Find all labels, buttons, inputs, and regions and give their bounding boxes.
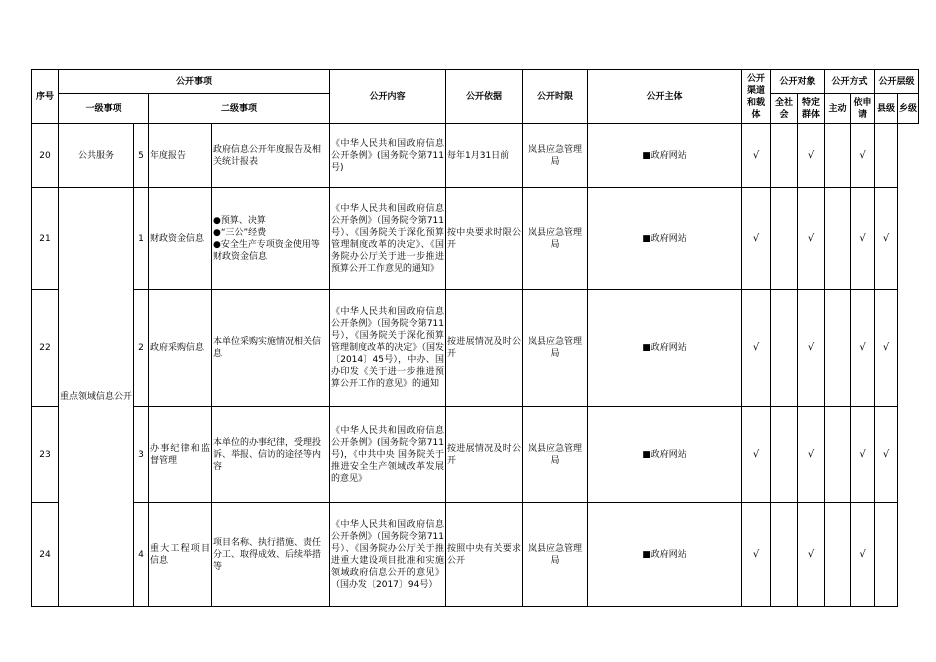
row-target-all: √ (742, 407, 771, 503)
row-num: 3 (134, 407, 149, 503)
row-content: ●预算、决算 ●“三公”经费 ●安全生产专项资金使用等财政资金信息 (212, 188, 330, 290)
row-level-town (875, 503, 898, 607)
row-subject: 岚县应急管理局 (523, 188, 588, 290)
header-target-all: 全社会 (771, 94, 798, 124)
row-target-specific (771, 290, 798, 407)
row-subject: 岚县应急管理局 (523, 124, 588, 188)
row-subject: 岚县应急管理局 (523, 407, 588, 503)
row-target-specific (771, 407, 798, 503)
header-method-request: 依申请 (851, 94, 875, 124)
row-level2: 政府采购信息 (149, 290, 212, 407)
row-content: 政府信息公开年度报告及相关统计报表 (212, 124, 330, 188)
row-target-all: √ (742, 503, 771, 607)
row-channel: ■政府网站 (588, 188, 742, 290)
row-seq: 23 (32, 407, 59, 503)
header-method-active: 主动 (825, 94, 851, 124)
row-method-request (825, 290, 851, 407)
row-channel: ■政府网站 (588, 290, 742, 407)
header-level-county: 县级 (875, 94, 898, 124)
header-level-town: 乡级 (898, 94, 919, 124)
row-seq: 22 (32, 290, 59, 407)
row-target-specific (771, 124, 798, 188)
row-channel: ■政府网站 (588, 407, 742, 503)
table-row (32, 503, 919, 607)
header-target-specific: 特定群体 (798, 94, 825, 124)
row-basis: 《中华人民共和国政府信息公开条例》（国务院令第711号），《国务院关于深化预算管理制度改革的决定》（国发〔2014〕45号），中办、国办印发《关于进一步推进预算公开工作的意见》的通知 (330, 290, 446, 407)
header-content: 公开内容 (330, 70, 446, 124)
row-level-county: √ (851, 290, 875, 407)
row-basis: 《中华人民共和国政府信息公开条例》(国务院令第711号) (330, 124, 446, 188)
row-method-request (825, 503, 851, 607)
row-basis: 《中华人民共和国政府信息公开条例》（国务院令第711号）、《国务院关于深化预算管理制度改革的决定》、《国务院办公厅关于进一步推进预算公开工作意见的通知》 (330, 188, 446, 290)
table-row (32, 290, 919, 407)
row-time-limit: 按进展情况及时公开 (446, 290, 523, 407)
disclosure-table (31, 69, 919, 607)
row-method-request (825, 124, 851, 188)
row-num: 5 (134, 124, 149, 188)
row-level1: 重点领域信息公开 (59, 188, 134, 607)
row-level-town: √ (875, 290, 898, 407)
header-subject: 公开主体 (588, 70, 742, 124)
header-level1: 一级事项 (59, 94, 149, 124)
header-level: 公开层级 (875, 70, 919, 94)
header-target: 公开对象 (771, 70, 825, 94)
row-target-all: √ (742, 124, 771, 188)
row-level2: 重大工程项目信息 (149, 503, 212, 607)
row-subject: 岚县应急管理局 (523, 503, 588, 607)
row-level2: 年度报告 (149, 124, 212, 188)
row-level-town: √ (875, 407, 898, 503)
header-seq: 序号 (32, 70, 59, 124)
row-level-county: √ (851, 407, 875, 503)
row-time-limit: 按进展情况及时公开 (446, 407, 523, 503)
row-method-active: √ (798, 407, 825, 503)
row-time-limit: 按照中央有关要求公开 (446, 503, 523, 607)
row-method-active: √ (798, 290, 825, 407)
row-level1: 公共服务 (59, 124, 134, 188)
table-row (32, 124, 919, 188)
row-content: 本单位采购实施情况相关信息 (212, 290, 330, 407)
row-seq: 24 (32, 503, 59, 607)
row-method-request (825, 407, 851, 503)
row-num: 1 (134, 188, 149, 290)
row-basis: 《中华人民共和国政府信息公开条例》（国务院令第711号）、《国务院办公厅关于推进重大建设项目批准和实施领域政府信息公开的意见》（国办发〔2017〕94号） (330, 503, 446, 607)
row-method-request (825, 188, 851, 290)
row-channel: ■政府网站 (588, 124, 742, 188)
header-channel: 公开渠道和载体 (742, 70, 771, 124)
table-row (32, 407, 919, 503)
table-row (32, 188, 919, 290)
row-level-town (875, 124, 898, 188)
row-target-specific (771, 188, 798, 290)
row-method-active: √ (798, 188, 825, 290)
row-seq: 21 (32, 188, 59, 290)
header-level2: 二级事项 (149, 94, 330, 124)
header-time-limit: 公开时限 (523, 70, 588, 124)
row-level2: 财政资金信息 (149, 188, 212, 290)
table-body (32, 124, 919, 607)
row-num: 4 (134, 503, 149, 607)
row-method-active: √ (798, 503, 825, 607)
row-basis: 《中华人民共和国政府信息公开条例》(国务院令第711号)，《中共中央 国务院关于推进安全生产领域改革发展的意见》 (330, 407, 446, 503)
header-basis: 公开依据 (446, 70, 523, 124)
row-subject: 岚县应急管理局 (523, 290, 588, 407)
row-target-specific (771, 503, 798, 607)
row-target-all: √ (742, 188, 771, 290)
row-time-limit: 每年1月31日前 (446, 124, 523, 188)
header-method: 公开方式 (825, 70, 875, 94)
row-channel: ■政府网站 (588, 503, 742, 607)
row-content: 项目名称、执行措施、责任分工、取得成效、后续举措等 (212, 503, 330, 607)
header-public-items: 公开事项 (59, 70, 330, 94)
row-time-limit: 按中央要求时限公开 (446, 188, 523, 290)
row-level2: 办事纪律和监督管理 (149, 407, 212, 503)
row-level-county: √ (851, 124, 875, 188)
row-method-active: √ (798, 124, 825, 188)
row-content: 本单位的办事纪律，受理投诉、举报、信访的途径等内容 (212, 407, 330, 503)
table-header (32, 70, 919, 124)
row-seq: 20 (32, 124, 59, 188)
row-level-county: √ (851, 188, 875, 290)
row-level-county: √ (851, 503, 875, 607)
row-num: 2 (134, 290, 149, 407)
row-level-town: √ (875, 188, 898, 290)
row-target-all: √ (742, 290, 771, 407)
